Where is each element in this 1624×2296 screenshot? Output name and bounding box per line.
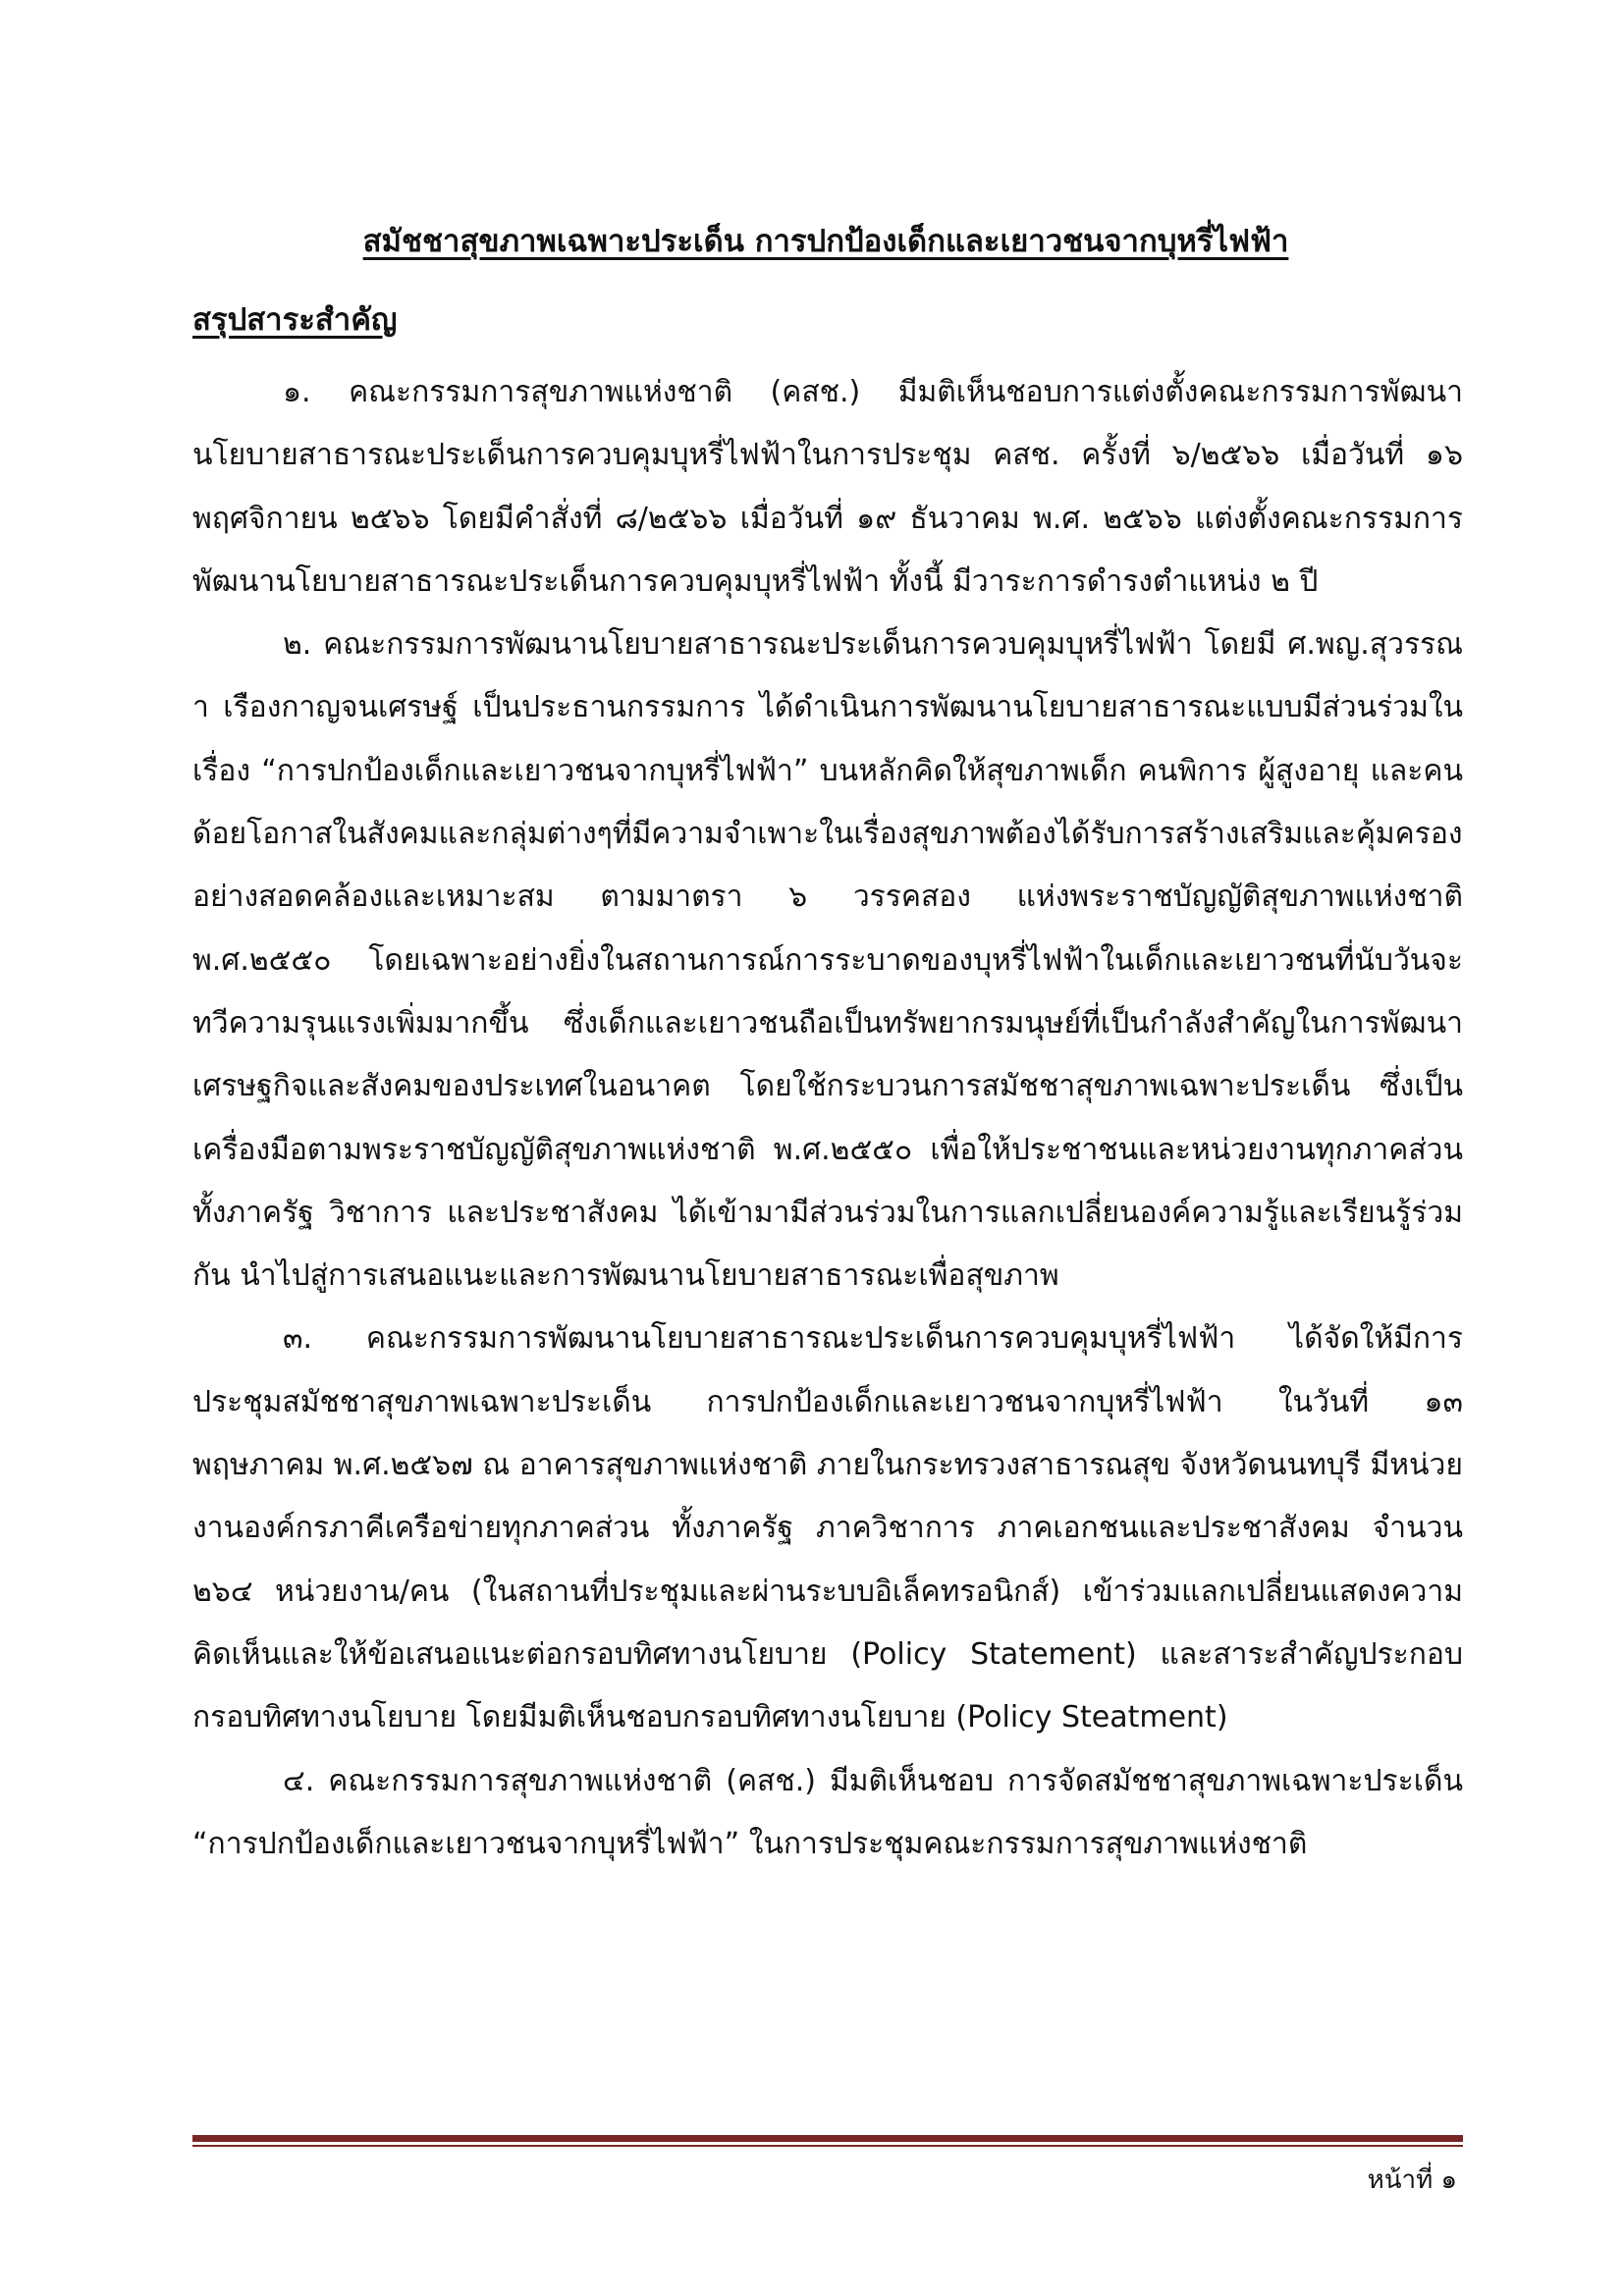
document-title: สมัชชาสุขภาพเฉพาะประเด็น การปกป้องเด็กและเยาวชนจากบุหรี่ไฟฟ้า [362, 224, 1289, 259]
paragraph-3: ๓. คณะกรรมการพัฒนานโยบายสาธารณะประเด็นการควบคุมบุหรี่ไฟฟ้า ได้จัดให้มีการประชุมสมัชชาสุขภาพเฉพาะประเด็น การปกป้องเด็กและเยาวชนจากบุหรี่ไฟฟ้า ในวันที่ ๑๓ พฤษภาคม พ.ศ.๒๕๖๗ ณ อาคารสุขภาพแห่งชาติ ภายในกระทรวงสาธารณสุข จังหวัดนนทบุรี มีหน่วยงานองค์กรภาคีเครือข่ายทุกภาคส่วน ทั้งภาครัฐ ภาควิชาการ ภาคเอกชนและประชาสังคม จำนวน ๒๖๔ หน่วยงาน/คน (ในสถานที่ประชุมและผ่านระบบอิเล็คทรอนิกส์) เข้าร่วมแลกเปลี่ยนแสดงความคิดเห็นและให้ข้อเสนอแนะต่อกรอบทิศทางนโยบาย (Policy Statement) และสาระสำคัญประกอบกรอบทิศทางนโยบาย โดยมีมติเห็นชอบกรอบทิศทางนโยบาย (Policy Steatment) [192, 1321, 1463, 1735]
footer-divider-thick [192, 2135, 1463, 2142]
footer-divider-thin [192, 2145, 1463, 2147]
page-number: หน้าที่ ๑ [1367, 2165, 1457, 2195]
document-body [192, 361, 1463, 1876]
paragraph-1: ๑. คณะกรรมการสุขภาพแห่งชาติ (คสช.) มีมติเห็นชอบการแต่งตั้งคณะกรรมการพัฒนานโยบายสาธารณะประเด็นการควบคุมบุหรี่ไฟฟ้าในการประชุม คสช. ครั้งที่ ๖/๒๕๖๖ เมื่อวันที่ ๑๖ พฤศจิกายน ๒๕๖๖ โดยมีคำสั่งที่ ๘/๒๕๖๖ เมื่อวันที่ ๑๙ ธันวาคม พ.ศ. ๒๕๖๖ แต่งตั้งคณะกรรมการพัฒนานโยบายสาธารณะประเด็นการควบคุมบุหรี่ไฟฟ้า ทั้งนี้ มีวาระการดำรงตำแหน่ง ๒ ปี [192, 375, 1463, 599]
paragraph-2: ๒. คณะกรรมการพัฒนานโยบายสาธารณะประเด็นการควบคุมบุหรี่ไฟฟ้า โดยมี ศ.พญ.สุวรรณา เรืองกาญจนเศรษฐ์ เป็นประธานกรรมการ ได้ดำเนินการพัฒนานโยบายสาธารณะแบบมีส่วนร่วมในเรื่อง “การปกป้องเด็กและเยาวชนจากบุหรี่ไฟฟ้า” บนหลักคิดให้สุขภาพเด็ก คนพิการ ผู้สูงอายุ และคนด้อยโอกาสในสังคมและกลุ่มต่างๆที่มีความจำเพาะในเรื่องสุขภาพต้องได้รับการสร้างเสริมและคุ้มครองอย่างสอดคล้องและเหมาะสม ตามมาตรา ๖ วรรคสอง แห่งพระราชบัญญัติสุขภาพแห่งชาติ พ.ศ.๒๕๕๐ โดยเฉพาะอย่างยิ่งในสถานการณ์การระบาดของบุหรี่ไฟฟ้าในเด็กและเยาวชนที่นับวันจะทวีความรุนแรงเพิ่มมากขึ้น ซึ่งเด็กและเยาวชนถือเป็นทรัพยากรมนุษย์ที่เป็นกำลังสำคัญในการพัฒนาเศรษฐกิจและสังคมของประเทศในอนาคต โดยใช้กระบวนการสมัชชาสุขภาพเฉพาะประเด็น ซึ่งเป็นเครื่องมือตามพระราชบัญญัติสุขภาพแห่งชาติ พ.ศ.๒๕๕๐ เพื่อให้ประชาชนและหน่วยงานทุกภาคส่วน ทั้งภาครัฐ วิชาการ และประชาสังคม ได้เข้ามามีส่วนร่วมในการแลกเปลี่ยนองค์ความรู้และเรียนรู้ร่วมกัน นำไปสู่การเสนอแนะและการพัฒนานโยบายสาธารณะเพื่อสุขภาพ [192, 627, 1463, 1294]
section-heading-summary: สรุปสาระสำคัญ [192, 302, 398, 338]
paragraph-4: ๔. คณะกรรมการสุขภาพแห่งชาติ (คสช.) มีมติเห็นชอบ การจัดสมัชชาสุขภาพเฉพาะประเด็น “การปกป้องเด็กและเยาวชนจากบุหรี่ไฟฟ้า” ในการประชุมคณะกรรมการสุขภาพแห่งชาติ [192, 1763, 1463, 1861]
